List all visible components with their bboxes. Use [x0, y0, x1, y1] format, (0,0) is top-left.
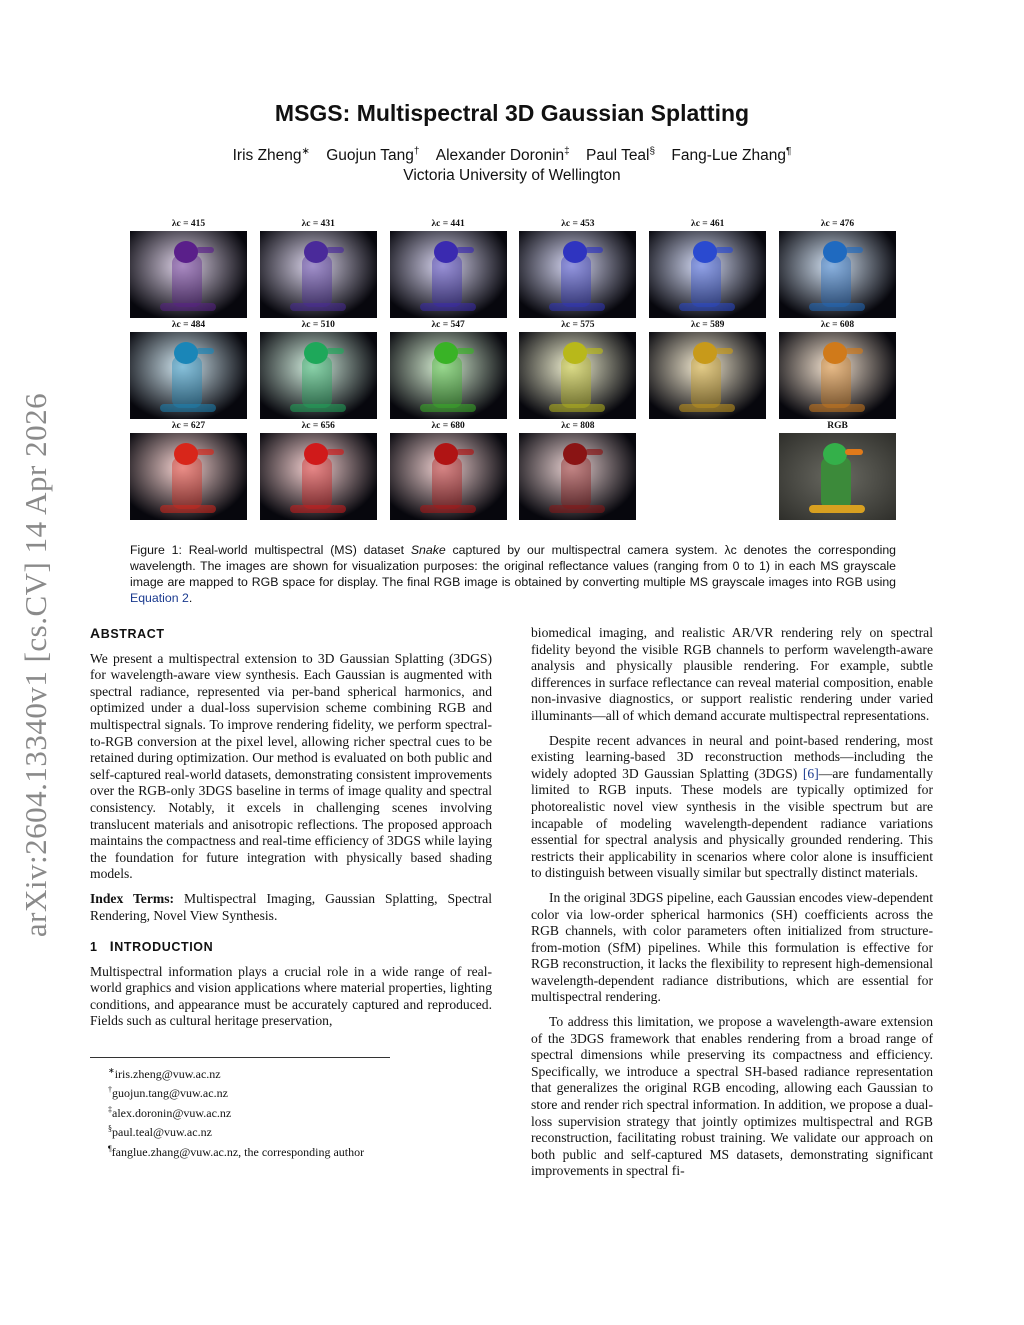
figure-panel: [260, 319, 377, 419]
figure-panel: [260, 218, 377, 318]
panel-image: [390, 332, 507, 419]
subject-beak: [585, 348, 603, 354]
panel-label: λc = 431: [301, 219, 335, 229]
author: Alexander Doronin‡: [435, 146, 570, 165]
index-terms: Index Terms: Multispectral Imaging, Gaussian Splatting, Spectral Rendering, Novel View Synthesis.: [90, 890, 492, 923]
body-paragraph: biomedical imaging, and realistic AR/VR rendering rely on spectral fidelity beyond the visible RGB channels to perform wavelength-aware analysis and physically plausible rendering. For example, subtle differences in surface reflectance can reveal material composition, enable non-invasive diagnostics, or support realistic rendering under varied illuminants—all of which demand accurate multispectral representations.: [531, 625, 933, 723]
figure-1-grid: [130, 218, 896, 524]
subject-beak: [715, 247, 733, 253]
subject-beak: [326, 449, 344, 455]
subject-beak: [585, 449, 603, 455]
panel-image: [519, 433, 636, 520]
equation-link[interactable]: Equation 2: [130, 591, 189, 605]
subject-beak: [456, 449, 474, 455]
panel-label: λc = 627: [171, 421, 206, 431]
figure-caption: Figure 1: Real-world multispectral (MS) dataset Snake captured by our multispectral camera system. λc denotes the corresponding wavelength. The images are shown for visualization purposes: the original reflectance values (ranging from 0 to 1) in each MS grayscale image are mapped to RGB space for display. The final RGB image is obtained by converting multiple MS grayscale images into RGB using Equation 2.: [130, 543, 896, 605]
subject-head: [693, 241, 717, 263]
subject-head: [174, 443, 198, 465]
subject-beak: [715, 348, 733, 354]
subject-head: [823, 241, 847, 263]
author: Paul Teal§: [586, 146, 656, 165]
subject-base: [290, 303, 346, 311]
subject-base: [290, 505, 346, 513]
subject-head: [434, 342, 458, 364]
panel-label: λc = 547: [431, 320, 465, 330]
subject-head: [434, 443, 458, 465]
subject-base: [549, 505, 605, 513]
subject-base: [809, 303, 865, 311]
panel-label: λc = 476: [820, 219, 855, 229]
figure-panel: [649, 319, 766, 419]
footnote: ∗iris.zheng@vuw.ac.nz: [108, 1066, 221, 1081]
subject-base: [160, 303, 216, 311]
figure-panel: [260, 420, 377, 520]
panel-label: λc = 575: [561, 320, 595, 330]
left-column: [90, 625, 492, 1038]
footnote: ¶fanglue.zhang@vuw.ac.nz, the corresponding author: [108, 1143, 365, 1159]
subject-head: [434, 241, 458, 263]
author: Iris Zheng∗: [232, 146, 310, 165]
subject-base: [420, 303, 476, 311]
figure-panel: [779, 420, 896, 520]
subject-base: [809, 505, 865, 513]
panel-label: RGB: [827, 421, 848, 431]
figure-panel: [130, 319, 247, 419]
panel-image: [130, 231, 247, 318]
panel-image: [779, 332, 896, 419]
subject-head: [174, 241, 198, 263]
affiliation: Victoria University of Wellington: [403, 167, 621, 184]
subject-head: [304, 241, 328, 263]
footnote: §paul.teal@vuw.ac.nz: [108, 1124, 212, 1140]
abstract-text: We present a multispectral extension to 3D Gaussian Splatting (3DGS) for wavelength-aware view synthesis. Each Gaussian is augmented with spectral radiance, represented via per-band spherical harmonics, and optimized under a dual-loss supervision scheme combining RGB and multispectral signals. To improve rendering fidelity, we perform spectral-to-RGB conversion at the pixel level, allowing richer spectral cues to be retained during optimization. Our method is evaluated on both public and self-captured real-world datasets, demonstrating consistent improvements over the RGB-only 3DGS baseline in terms of image quality and spectral consistency. Notably, it excels in challenging scenes involving translucent materials and anisotropic reflections. The proposed approach maintains the compactness and real-time efficiency of 3DGS while laying the foundation for future integration with physically based shading models.: [90, 650, 492, 882]
author-list: [0, 146, 1024, 165]
panel-image: [779, 231, 896, 318]
figure-panel: [130, 420, 247, 520]
figure-panel: [130, 218, 247, 318]
subject-head: [304, 342, 328, 364]
author: Guojun Tang†: [326, 146, 420, 165]
subject-beak: [326, 348, 344, 354]
panel-label: λc = 461: [691, 219, 725, 229]
footnote: †guojun.tang@vuw.ac.nz: [108, 1085, 228, 1101]
subject-beak: [585, 247, 603, 253]
figure-panel: [519, 420, 636, 520]
panel-image: [260, 332, 377, 419]
panel-label: λc = 415: [171, 219, 206, 229]
subject-beak: [196, 247, 214, 253]
panel-image: [519, 231, 636, 318]
subject-head: [304, 443, 328, 465]
figure-panel: [779, 319, 896, 419]
panel-label: λc = 656: [301, 421, 335, 431]
subject-beak: [845, 247, 863, 253]
figure-panel: [390, 420, 507, 520]
subject-beak: [196, 449, 214, 455]
subject-base: [549, 404, 605, 412]
panel-image: [390, 433, 507, 520]
panel-label: λc = 453: [561, 219, 595, 229]
figure-panel: [649, 218, 766, 318]
panel-label: λc = 441: [431, 219, 465, 229]
panel-label: λc = 589: [691, 320, 725, 330]
footnote: ‡alex.doronin@vuw.ac.nz: [108, 1104, 232, 1120]
panel-image: [260, 231, 377, 318]
panel-image: [390, 231, 507, 318]
panel-image: [130, 332, 247, 419]
subject-beak: [456, 348, 474, 354]
figure-panel: [519, 319, 636, 419]
subject-base: [160, 505, 216, 513]
panel-image: [260, 433, 377, 520]
subject-base: [290, 404, 346, 412]
arxiv-identifier: arXiv:2604.13340v1 [cs.CV] 14 Apr 2026: [18, 392, 53, 938]
panel-image: [649, 332, 766, 419]
citation-link[interactable]: [6]: [802, 765, 819, 781]
subject-base: [679, 404, 735, 412]
subject-head: [823, 342, 847, 364]
subject-base: [420, 404, 476, 412]
footnotes: [108, 1063, 364, 1160]
paper-title: MSGS: Multispectral 3D Gaussian Splatting: [274, 100, 750, 126]
subject-base: [420, 505, 476, 513]
subject-base: [809, 404, 865, 412]
figure-panel: [390, 218, 507, 318]
panel-label: λc = 484: [171, 320, 206, 330]
figure-panel: [519, 218, 636, 318]
abstract-heading: ABSTRACT: [90, 625, 165, 641]
figure-panel: [390, 319, 507, 419]
panel-label: λc = 608: [820, 320, 855, 330]
intro-paragraph: Multispectral information plays a crucial role in a wide range of real-world graphics and vision applications where material properties, lighting conditions, and appearance must be accurately captured and reproduced. Fields such as cultural heritage preservation,: [90, 963, 492, 1029]
panel-label: λc = 680: [431, 421, 465, 431]
footnote-divider: [90, 1057, 390, 1058]
right-column: [531, 625, 933, 1188]
subject-base: [549, 303, 605, 311]
panel-image: [519, 332, 636, 419]
panel-image: [649, 231, 766, 318]
subject-head: [823, 443, 847, 465]
figure-panel: [779, 218, 896, 318]
subject-beak: [196, 348, 214, 354]
author: Fang-Lue Zhang¶: [671, 146, 792, 165]
panel-image: [130, 433, 247, 520]
introduction-heading: 1 INTRODUCTION: [90, 938, 214, 955]
body-paragraph: To address this limitation, we propose a wavelength-aware extension of the 3DGS framework that enables rendering from a broad range of spectral dimensions while preserving its compactness and efficiency. Specifically, we introduce a spectral SH-based radiance representation that generalizes the original RGB encoding, allowing each Gaussian to store and render rich spectral information. In addition, we propose a dual-loss supervision strategy that jointly optimizes multispectral and RGB reconstruction, facilitating robust training. We validate our approach on both public and self-captured MS datasets, demonstrating significant improvements in spectral fi-: [531, 1014, 933, 1179]
panel-label: λc = 808: [561, 421, 595, 431]
subject-beak: [326, 247, 344, 253]
subject-beak: [456, 247, 474, 253]
subject-base: [679, 303, 735, 311]
panel-label: λc = 510: [301, 320, 335, 330]
subject-base: [160, 404, 216, 412]
body-paragraph: In the original 3DGS pipeline, each Gaussian encodes view-dependent color via low-order spherical harmonics (SH) coefficients across the RGB channels, with color parameters often initialized from structure-from-motion (SfM) pipelines. While this formulation is effective for RGB reconstruction, it lacks the flexibility to represent high-demensional wavelength-dependent radiance distributions, which are essential for multispectral rendering.: [531, 889, 933, 1005]
panel-image: [779, 433, 896, 520]
subject-beak: [845, 348, 863, 354]
subject-head: [174, 342, 198, 364]
subject-head: [693, 342, 717, 364]
body-paragraph: Despite recent advances in neural and point-based rendering, most existing learning-based 3D reconstruction methods—including the widely adopted 3D Gaussian Splatting (3DGS) [6]—are fundamentally limited to RGB inputs. These models are typically optimized for photorealistic novel view synthesis in the visible spectrum but are incapable of modeling wavelength-dependent radiance variations essential for spectral analysis and physically grounded rendering. This restricts their applicability in scenarios where color alone is insufficient to distinguish between visually similar but spectrally distinct materials.: [531, 732, 933, 881]
subject-beak: [845, 449, 863, 455]
